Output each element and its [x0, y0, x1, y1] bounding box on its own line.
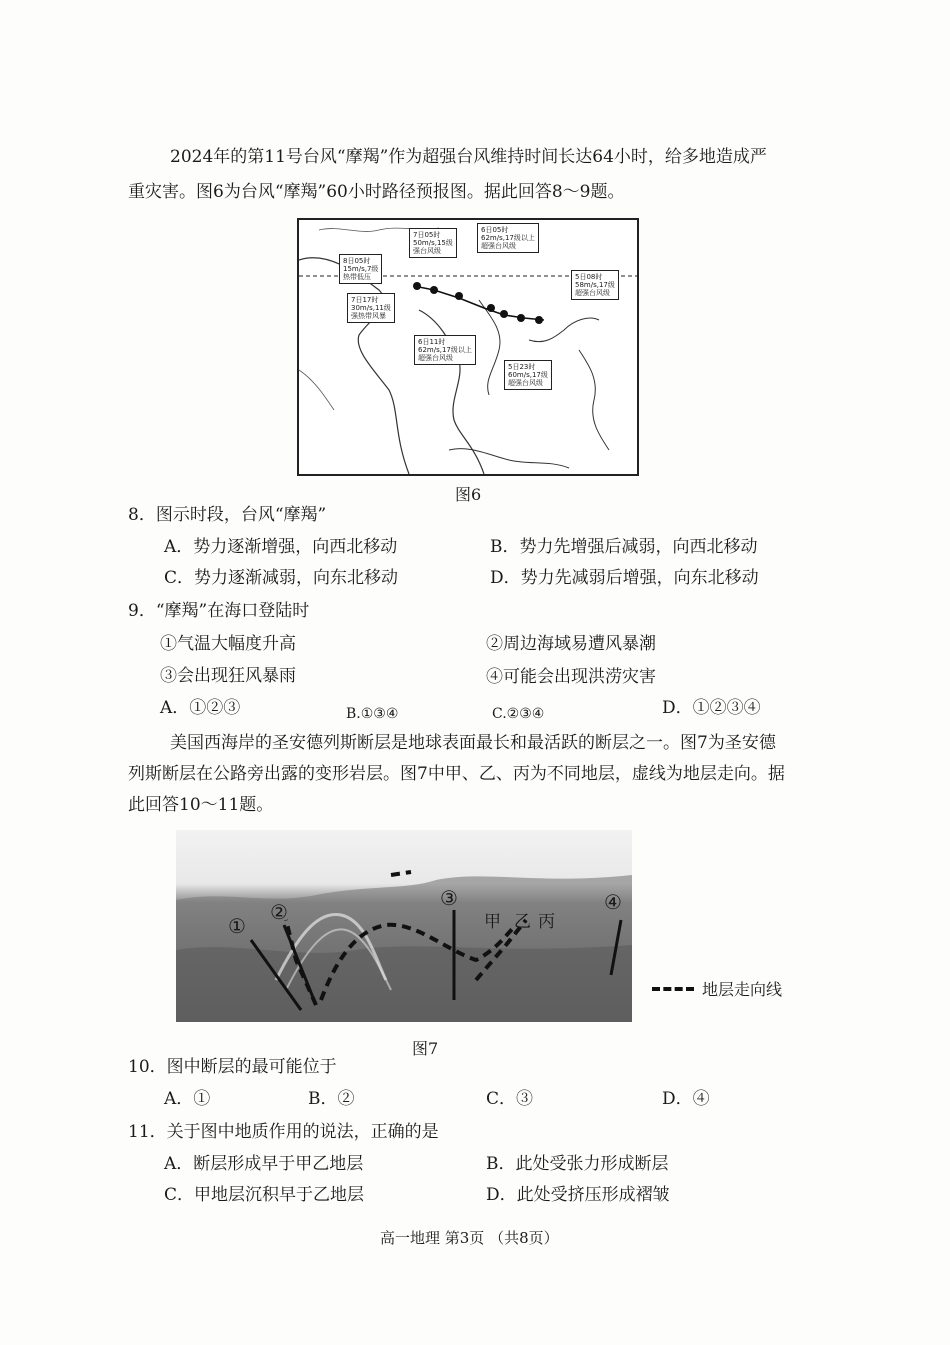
track-label-5d08	[571, 270, 619, 300]
label-time: 7日17时	[351, 296, 379, 304]
layer-bing: 丙	[538, 912, 555, 932]
intro2-line3: 此回答10～11题。	[128, 795, 274, 815]
q11-option-c: C．甲地层沉积早于乙地层	[164, 1185, 365, 1205]
label-wind: 15m/s,7级	[343, 265, 379, 273]
strata-legend-label: 地层走向线	[702, 980, 783, 999]
q10-option-a: A．①	[164, 1089, 211, 1109]
marker-3: ③	[440, 886, 458, 910]
track-label-6d05	[477, 223, 539, 253]
label-wind: 58m/s,17级	[575, 281, 615, 289]
label-class: 超强台风级	[575, 289, 610, 297]
marker-2: ②	[270, 900, 288, 924]
label-wind: 62m/s,17级以上	[418, 346, 472, 354]
q9-stem: 9．“摩羯”在海口登陆时	[128, 601, 310, 621]
typhoon-position-icon	[500, 310, 508, 318]
typhoon-position-icon	[413, 282, 421, 290]
label-class: 热带低压	[343, 273, 371, 281]
label-wind: 50m/s,15级	[413, 239, 453, 247]
label-wind: 62m/s,17级以上	[481, 234, 535, 242]
q8-option-d: D．势力先减弱后增强，向东北移动	[490, 568, 759, 588]
label-class: 超强台风级	[508, 379, 543, 387]
q9-option-c: C.②③④	[492, 706, 545, 722]
q11-stem: 11．关于图中地质作用的说法，正确的是	[128, 1122, 439, 1142]
strata-line	[391, 872, 411, 875]
track-label-8d05	[339, 254, 382, 284]
marker-1: ①	[228, 914, 246, 938]
label-class: 强热带风暴	[351, 312, 386, 320]
typhoon-position-icon	[455, 292, 463, 300]
q10-option-b: B．②	[308, 1089, 355, 1109]
q9-statement-2: ②周边海域易遭风暴潮	[486, 634, 656, 654]
label-time: 6日05时	[481, 226, 509, 234]
layer-jia: 甲	[484, 912, 501, 932]
q8-stem: 8．图示时段，台风“摩羯”	[128, 505, 327, 525]
figure7-caption: 图7	[412, 1039, 439, 1058]
label-time: 8日05时	[343, 257, 371, 265]
q11-option-b: B．此处受张力形成断层	[486, 1154, 669, 1174]
intro2-line1: 美国西海岸的圣安德列斯断层是地球表面最长和最活跃的断层之一。图7为圣安德	[170, 733, 776, 753]
label-time: 6日11时	[418, 338, 446, 346]
label-class: 超强台风级	[418, 354, 453, 362]
intro1-line1: 2024年的第11号台风“摩羯”作为超强台风维持时间长达64小时，给多地造成严	[170, 147, 767, 167]
typhoon-position-icon	[535, 316, 543, 324]
figure6-caption: 图6	[455, 485, 482, 504]
label-wind: 60m/s,17级	[508, 371, 548, 379]
intro1-line2: 重灾害。图6为台风“摩羯”60小时路径预报图。据此回答8～9题。	[128, 182, 625, 202]
q10-stem: 10．图中断层的最可能位于	[128, 1057, 337, 1077]
label-class: 超强台风级	[481, 242, 516, 250]
track-label-5d23	[504, 360, 552, 390]
q9-statement-3: ③会出现狂风暴雨	[160, 666, 296, 686]
typhoon-position-icon	[430, 286, 438, 294]
label-time: 5日23时	[508, 363, 536, 371]
q9-statement-1: ①气温大幅度升高	[160, 634, 296, 654]
q11-option-d: D．此处受挤压形成褶皱	[486, 1185, 670, 1205]
track-label-7d05	[409, 228, 457, 258]
track-label-6d11	[414, 335, 476, 365]
q10-option-d: D．④	[662, 1089, 710, 1109]
label-time: 7日05时	[413, 231, 441, 239]
typhoon-position-icon	[517, 314, 525, 322]
label-time: 5日08时	[575, 273, 603, 281]
q8-option-a: A．势力逐渐增强，向西北移动	[164, 537, 398, 557]
track-label-7d17	[347, 293, 395, 323]
marker-4: ④	[604, 890, 622, 914]
figure7-photo	[176, 830, 632, 1022]
q9-option-b: B.①③④	[346, 706, 399, 722]
typhoon-symbols	[413, 282, 543, 324]
q9-option-d: D．①②③④	[662, 698, 761, 718]
typhoon-position-icon	[487, 304, 495, 312]
q9-statement-4: ④可能会出现洪涝灾害	[486, 667, 656, 687]
q11-option-a: A．断层形成早于甲乙地层	[164, 1154, 364, 1174]
layer-yi: 乙	[514, 912, 531, 932]
q8-option-b: B．势力先增强后减弱，向西北移动	[490, 537, 758, 557]
q8-option-c: C．势力逐渐减弱，向东北移动	[164, 568, 399, 588]
label-class: 强台风级	[413, 247, 441, 255]
q9-option-a: A．①②③	[160, 698, 241, 718]
q10-option-c: C．③	[486, 1089, 534, 1109]
label-wind: 30m/s,11级	[351, 304, 391, 312]
strata-legend-dash	[652, 987, 694, 991]
intro2-line2: 列斯断层在公路旁出露的变形岩层。图7中甲、乙、丙为不同地层，虚线为地层走向。据	[128, 764, 785, 784]
figure6-map	[297, 218, 639, 476]
page-footer: 高一地理 第3页 （共8页）	[380, 1229, 559, 1247]
